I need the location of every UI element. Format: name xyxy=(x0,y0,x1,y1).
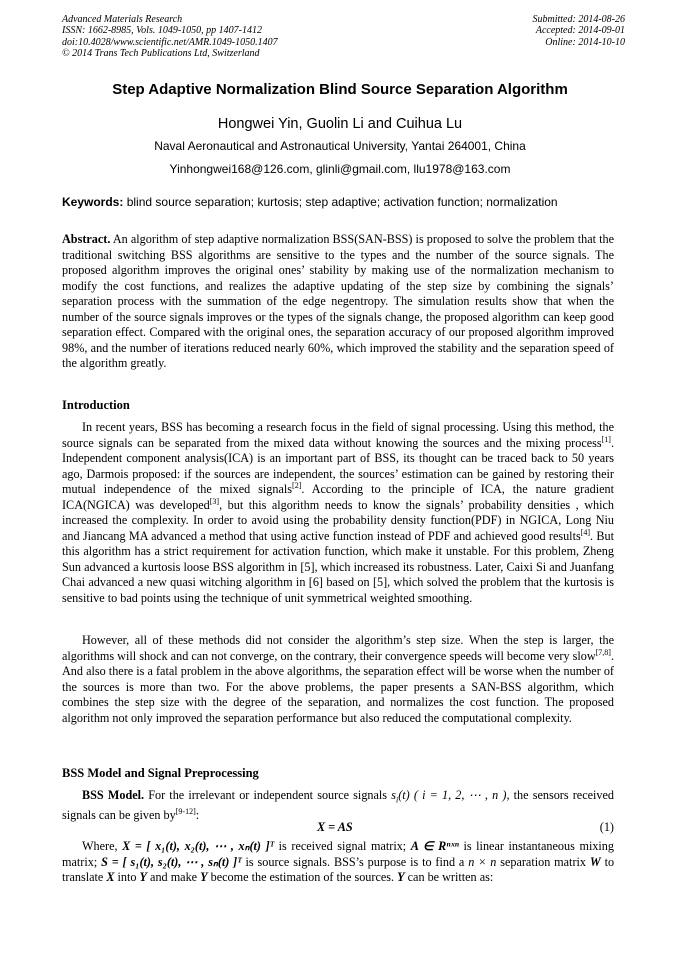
math-Y: Y xyxy=(200,870,208,884)
abstract xyxy=(62,232,614,372)
where-paragraph: Where, X = [ x₁(t), x₂(t), ⋯ , xₙ(t) ]ᵀ is received signal matrix; A ∈ Rⁿˣⁿ is linear instantaneous mixing matrix; S = [ s₁(t), s₂(t), ⋯ , sₙ(t) ]ᵀ is source signals. BSS’s purpose is to find a n × n separation matrix W to translate X into Y and make Y become the estimation of the sources. Y can be written as: xyxy=(62,839,615,884)
dates-meta xyxy=(533,14,626,48)
math-Y: Y xyxy=(397,870,405,884)
math-s: $s_i(t)$ xyxy=(391,788,410,805)
bss-model-paragraph: BSS Model. For the irrelevant or independent source signals $s_i(t)$ ( i = 1, 2, ⋯ , n ), the sensors received signals can be given by[9-12]: xyxy=(62,788,615,822)
abstract-label: Abstract. xyxy=(62,232,111,246)
keywords-text: blind source separation; kurtosis; step adaptive; activation function; normalization xyxy=(126,195,558,209)
math-X: X xyxy=(106,870,115,884)
bss-section-heading: BSS Model and Signal Preprocessing xyxy=(62,766,259,780)
paper-affiliation: Naval Aeronautical and Astronautical University, Yantai 264001, China xyxy=(154,139,526,153)
math-A-def: A ∈ Rⁿˣⁿ xyxy=(410,839,459,853)
journal-meta xyxy=(62,14,278,60)
math-nxn: n × n xyxy=(468,854,497,869)
introduction-heading: Introduction xyxy=(62,398,130,412)
math-index-range: ( i = 1, 2, ⋯ , n ) xyxy=(413,788,507,802)
accepted-date: Accepted: 2014-09-01 xyxy=(535,25,625,37)
doi: doi:10.4028/www.scientific.net/AMR.1049-1050.1407 xyxy=(62,36,278,48)
keywords-label: Keywords: xyxy=(62,195,124,209)
abstract-text: An algorithm of step adaptive normalization BSS(SAN-BSS) is proposed to solve the problem that the traditional switching BSS algorithms are sensitive to the types and the number of the source signals. The proposed algorithm improves the original ones’ stability by making use of the normalization mechanism to modify the cost functions, and realizes the adaptive updating of the step size by combining the signals’ separation process with the summation of the edge negentropy. The simulation results show that when the number of the source signals improves or the types of the signals change, the proposed algorithm can keep good separation effect. Compared with the original ones, the separation accuracy of our proposed algorithm improved 98%, and the number of iterations reduced nearly 60%, which improved the stability and the separation speed of the algorithm greatly. xyxy=(62,232,614,370)
citation: [2] xyxy=(292,481,302,490)
submitted-date: Submitted: 2014-08-26 xyxy=(532,14,625,25)
math-S-def: S = [ s₁(t), s₂(t), ⋯ , sₙ(t) ]ᵀ xyxy=(101,854,242,869)
paper-title: Step Adaptive Normalization Blind Source Separation Algorithm xyxy=(112,81,568,98)
keywords xyxy=(62,195,622,209)
math-X-def: X = [ x₁(t), x₂(t), ⋯ , xₙ(t) ]ᵀ xyxy=(122,839,275,853)
math-Y: Y xyxy=(139,870,147,884)
introduction-paragraph-2: However, all of these methods did not consider the algorithm’s step size. When the step is larger, the algorithms will shock and can not converge, on the contrary, their convergence speeds will become very slow[7,8]. And also there is a fatal problem in the above algorithms, the separation effect will be worse when the number of the sources is more than two. For the above problems, the paper presents a SAN-BSS algorithm, which combines the step size with the degree of the separation, and normalizes the cost function. The proposed algorithm not only improved the separation performance but also reduced the computational complexity. xyxy=(62,633,614,725)
citation: [3] xyxy=(209,496,220,506)
copyright: © 2014 Trans Tech Publications Ltd, Switzerland xyxy=(62,48,260,60)
equation-1-formula: X = AS xyxy=(317,820,353,834)
journal-name: Advanced Materials Research xyxy=(62,14,183,25)
math-W: W xyxy=(589,854,601,869)
run-in-heading: BSS Model. xyxy=(82,788,145,802)
citation: [7,8] xyxy=(595,647,611,657)
paper-authors: Hongwei Yin, Guolin Li and Cuihua Lu xyxy=(217,116,463,132)
online-date: Online: 2014-10-10 xyxy=(545,36,625,48)
citation: [1] xyxy=(601,434,611,444)
issn: ISSN: 1662-8985, Vols. 1049-1050, pp 1407-1412 xyxy=(62,25,262,37)
paper-emails: Yinhongwei168@126.com, glinli@gmail.com, llu1978@163.com xyxy=(169,162,511,176)
introduction-paragraph-1: In recent years, BSS has becoming a research focus in the field of signal processing. Using this method, the source signals can be separated from the mixed data without knowing the sources and the mixing process[1]. Independent component analysis(ICA) is an important part of BSS, its thought can be traced back to 50 years ago, Darmois proposed: if the sources are independent, the sources’ estimation can be gained by restoring their mutual independence of the mixed signals[2]. According to the principle of ICA, the nature gradient ICA(NGICA) was developed[3], but this algorithm needs to know the signals’ probability densities , which increased the complexity. In order to avoid using the probability density function(PDF) in NGICA, Long Niu and Jiancang MA advanced a method that using active function instead of PDF and achieved good results[4]. But this algorithm has a strict requirement for activation function, which make it unstable. For this problem, Zheng Sun advanced a kurtosis loose BSS algorithm in [5], which increased its robustness. Later, Caixi Si and Juanfang Chai advanced a new quasi witching algorithm in [6] based on [5], which solved the problem that the kurtosis is sensitive to bad points using the technique of unit symmetrical weighted smoothing. xyxy=(62,420,614,605)
citation: [9-12] xyxy=(175,806,196,816)
citation: [4] xyxy=(580,527,591,537)
equation-1-number: (1) xyxy=(599,820,614,834)
